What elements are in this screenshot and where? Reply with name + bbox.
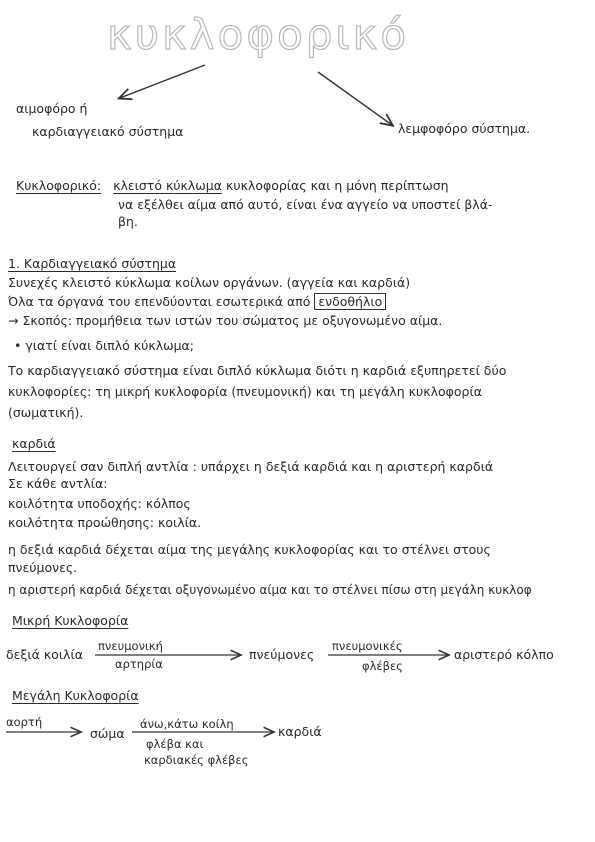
arrow-right-branch bbox=[318, 72, 392, 125]
small-circ-middle: πνεύμονες bbox=[249, 647, 315, 662]
heart-heading: καρδιά bbox=[12, 436, 56, 451]
heart-line4: κοιλότητα προώθησης: κοιλία. bbox=[8, 515, 202, 530]
heart-line6: πνεύμονες. bbox=[8, 560, 78, 575]
definition-line1 bbox=[16, 178, 449, 194]
section1-line4: • γιατί είναι διπλό κύκλωμα; bbox=[14, 338, 195, 353]
large-circ-heading: Μεγάλη Κυκλοφορία bbox=[12, 688, 139, 703]
definition-term: κλειστό κύκλωμα bbox=[113, 178, 222, 193]
section1-line2-text: Όλα τα όργανά του επενδύονται εσωτερικά από bbox=[8, 294, 311, 309]
small-circ-arrow2-top: πνευμονικές bbox=[332, 639, 403, 653]
definition-line1-rest: κυκλοφορίας και η μόνη περίπτωση bbox=[225, 178, 449, 193]
section1-line1: Συνεχές κλειστό κύκλωμα κοίλων οργάνων. (αγγεία και καρδιά) bbox=[8, 275, 411, 290]
large-circ-middle: σώμα bbox=[90, 726, 125, 741]
small-circ-heading: Μικρή Κυκλοφορία bbox=[12, 613, 129, 628]
large-circ-arrow2-bottom1: φλέβα και bbox=[146, 737, 204, 751]
section1-line3: → Σκοπός: προμήθεια των ιστών του σώματος με οξυγονωμένο αίμα. bbox=[8, 313, 443, 328]
small-circ-arrow2-bottom: φλέβες bbox=[362, 659, 403, 673]
section1-line5: Το καρδιαγγειακό σύστημα είναι διπλό κύκλωμα διότι η καρδιά εξυπηρετεί δύο bbox=[8, 363, 507, 378]
heart-line7: η αριστερή καρδιά δέχεται οξυγονωμένο αίμα και το στέλνει πίσω στη μεγάλη κυκλοφ bbox=[8, 583, 532, 597]
small-circ-arrow1-bottom: αρτηρία bbox=[115, 657, 163, 671]
section1-line2 bbox=[8, 294, 386, 310]
large-circ-arrow2-top: άνω,κάτω κοίλη bbox=[140, 717, 234, 731]
endothelium-box: ενδοθήλιο bbox=[314, 293, 386, 310]
branch-left-line2: καρδιαγγειακό σύστημα bbox=[32, 124, 184, 139]
arrow-left-branch bbox=[120, 65, 205, 98]
large-circ-end: καρδιά bbox=[278, 724, 322, 739]
branch-left-line1: αιμοφόρο ή bbox=[16, 101, 88, 116]
heart-line2: Σε κάθε αντλία: bbox=[8, 476, 108, 491]
heart-line3: κοιλότητα υποδοχής: κόλπος bbox=[8, 496, 191, 511]
page-title: κυκλοφορικό bbox=[106, 10, 410, 59]
large-circ-arrow2-bottom2: καρδιακές φλέβες bbox=[144, 753, 249, 767]
definition-label: Κυκλοφορικό: bbox=[16, 178, 102, 193]
large-circ-arrow1-top: αορτή bbox=[6, 715, 43, 729]
heart-line1: Λειτουργεί σαν διπλή αντλία : υπάρχει η δεξιά καρδιά και η αριστερή καρδιά bbox=[8, 459, 494, 474]
small-circ-start: δεξιά κοιλία bbox=[6, 647, 83, 662]
branch-right: λεμφοφόρο σύστημα. bbox=[398, 121, 531, 136]
definition-line2: να εξέλθει αίμα από αυτό, είναι ένα αγγείο να υποστεί βλά- bbox=[118, 197, 493, 212]
small-circ-end: αριστερό κόλπο bbox=[454, 647, 554, 662]
small-circ-arrow1-top: πνευμονική bbox=[98, 639, 163, 653]
heart-line5: η δεξιά καρδιά δέχεται αίμα της μεγάλης κυκλοφορίας και το στέλνει στους bbox=[8, 542, 491, 557]
section1-heading: 1. Καρδιαγγειακό σύστημα bbox=[8, 256, 177, 271]
definition-line3: βη. bbox=[118, 214, 138, 229]
section1-line6: κυκλοφορίες: τη μικρή κυκλοφορία (πνευμονική) και τη μεγάλη κυκλοφορία bbox=[8, 384, 482, 399]
section1-line7: (σωματική). bbox=[8, 405, 84, 420]
